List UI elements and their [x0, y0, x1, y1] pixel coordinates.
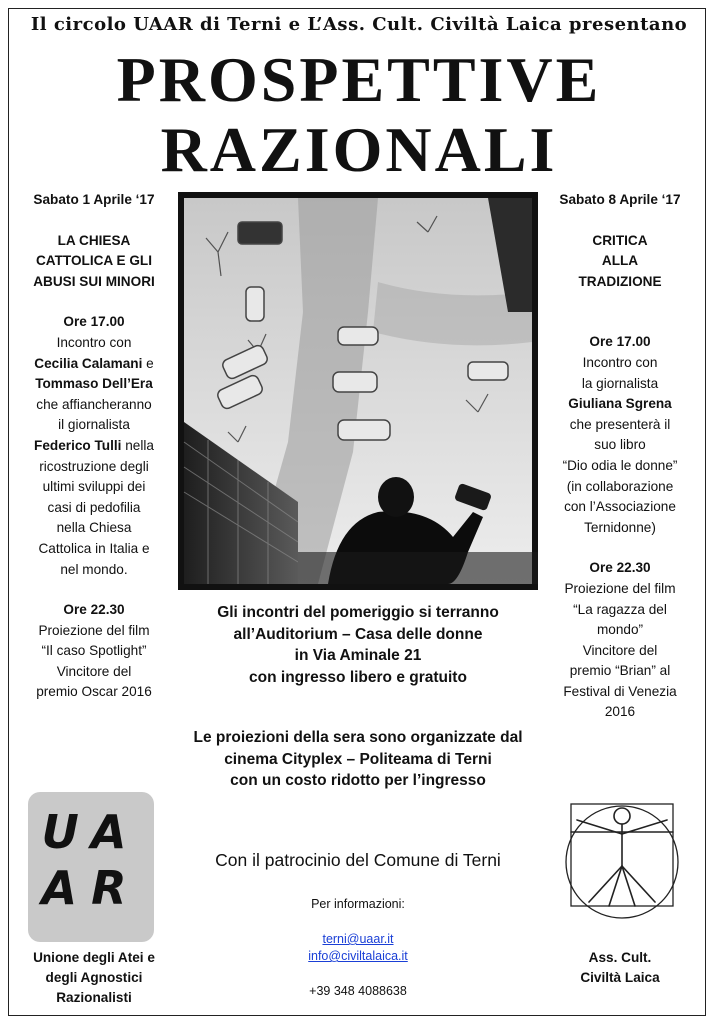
- right-event-column: [540, 190, 700, 723]
- afternoon-info: [178, 602, 538, 688]
- right-desc-5: con l’Associazione: [564, 499, 676, 515]
- right-film-5: premio “Brian” al: [569, 663, 671, 679]
- uaar-logo: [28, 792, 154, 942]
- left-desc-2: ultimi sviluppi dei: [42, 479, 146, 495]
- title-line-1: PROSPETTIVE: [116, 44, 602, 115]
- left-film-3: Vincitore del: [56, 663, 132, 679]
- afternoon-line-3: in Via Aminale 21: [294, 647, 422, 664]
- speaker-federico: Federico Tulli: [34, 437, 122, 453]
- left-film-1: Proiezione del film: [38, 622, 150, 638]
- left-speaker-line: [14, 354, 174, 375]
- left-topic-2: CATTOLICA E GLI: [35, 253, 153, 269]
- left-desc-5: Cattolica in Italia e: [38, 540, 150, 556]
- aerial-street-photo: [178, 192, 538, 590]
- civilta-caption-1: Ass. Cult.: [588, 950, 652, 965]
- left-desc-3: casi di pedofilia: [47, 499, 141, 515]
- email-civiltalaica-link[interactable]: info@civiltalaica.it: [308, 949, 408, 963]
- right-desc-3: “Dio odia le donne”: [562, 457, 678, 473]
- left-date: Sabato 1 Aprile ‘17: [33, 192, 155, 207]
- right-intro-1: Incontro con: [582, 354, 658, 370]
- evening-line-2: cinema Cityplex – Politeama di Terni: [224, 750, 492, 768]
- speaker-tommaso: Tommaso Dell’Era: [35, 376, 153, 392]
- contact-info: [178, 896, 538, 1000]
- uaar-caption: [14, 948, 174, 1008]
- left-time-1: Ore 17.00: [63, 314, 125, 330]
- evening-line-1: Le proiezioni della sera sono organizzate dal: [193, 729, 523, 746]
- afternoon-line-1: Gli incontri del pomeriggio si terranno: [217, 604, 499, 621]
- left-line-c: il giornalista: [58, 417, 130, 433]
- info-label: Per informazioni:: [311, 897, 405, 911]
- right-date: Sabato 8 Aprile ‘17: [559, 192, 681, 207]
- right-film-1: Proiezione del film: [564, 580, 676, 596]
- email-uaar-link[interactable]: terni@uaar.it: [322, 932, 394, 946]
- afternoon-line-2: all’Auditorium – Casa delle donne: [233, 625, 483, 643]
- left-desc-1: ricostruzione degli: [39, 458, 149, 474]
- right-film-2: “La ragazza del: [573, 601, 667, 617]
- and-text: e: [146, 355, 154, 371]
- left-line-a: Incontro con: [56, 334, 132, 350]
- afternoon-line-4: con ingresso libero e gratuito: [249, 668, 467, 686]
- right-time-1: Ore 17.00: [589, 334, 651, 350]
- right-desc-2: suo libro: [594, 437, 646, 453]
- title-line-2: RAZIONALI: [160, 114, 558, 185]
- evening-info: [178, 727, 538, 792]
- left-line-b: che affiancheranno: [36, 396, 152, 412]
- right-desc-4: (in collaborazione: [566, 478, 674, 494]
- left-desc-4: nella Chiesa: [56, 520, 132, 536]
- phone-number: +39 348 4088638: [309, 984, 407, 998]
- left-speaker3-line: [14, 436, 174, 457]
- uaar-caption-1: Unione degli Atei e: [33, 950, 155, 965]
- right-time-2: Ore 22.30: [589, 560, 651, 576]
- uaar-caption-3: Razionalisti: [56, 990, 132, 1005]
- right-topic-1: CRITICA: [592, 232, 648, 248]
- civilta-caption-2: Civiltà Laica: [580, 970, 660, 985]
- speaker-giuliana: Giuliana Sgrena: [568, 396, 672, 412]
- right-topic-3: TRADIZIONE: [578, 273, 662, 289]
- right-desc-6: Ternidonne): [584, 519, 656, 535]
- presenters-line: Il circolo UAAR di Terni e L’Ass. Cult. Civiltà Laica presentano: [30, 14, 688, 35]
- uaar-logo-row-1: UA: [41, 805, 141, 859]
- left-time-2: Ore 22.30: [63, 602, 125, 618]
- right-desc-1: che presenterà il: [569, 416, 671, 432]
- speaker-cecilia: Cecilia Calamani: [34, 355, 143, 371]
- right-film-7: 2016: [604, 704, 636, 720]
- uaar-logo-row-2: AR: [41, 861, 141, 915]
- right-topic-2: ALLA: [601, 253, 639, 269]
- civilta-caption: [540, 948, 700, 988]
- right-film-4: Vincitore del: [582, 642, 658, 658]
- left-desc-6: nel mondo.: [60, 561, 128, 577]
- vitruvian-man-logo: [557, 790, 687, 920]
- left-film-4: premio Oscar 2016: [36, 684, 152, 700]
- left-topic-1: LA CHIESA: [57, 232, 131, 248]
- right-intro-2: la giornalista: [581, 375, 659, 391]
- left-film-2: “Il caso Spotlight”: [41, 643, 147, 659]
- left-topic-3: ABUSI SUI MINORI: [33, 273, 155, 289]
- uaar-caption-2: degli Agnostici: [45, 970, 143, 985]
- right-film-6: Festival di Venezia: [563, 683, 677, 699]
- left-line-d: nella: [125, 437, 154, 453]
- left-event-column: [14, 190, 174, 703]
- patronage-text: Con il patrocinio del Comune di Terni: [215, 850, 501, 870]
- right-film-3: mondo”: [596, 622, 644, 638]
- evening-line-3: con un costo ridotto per l’ingresso: [230, 772, 486, 789]
